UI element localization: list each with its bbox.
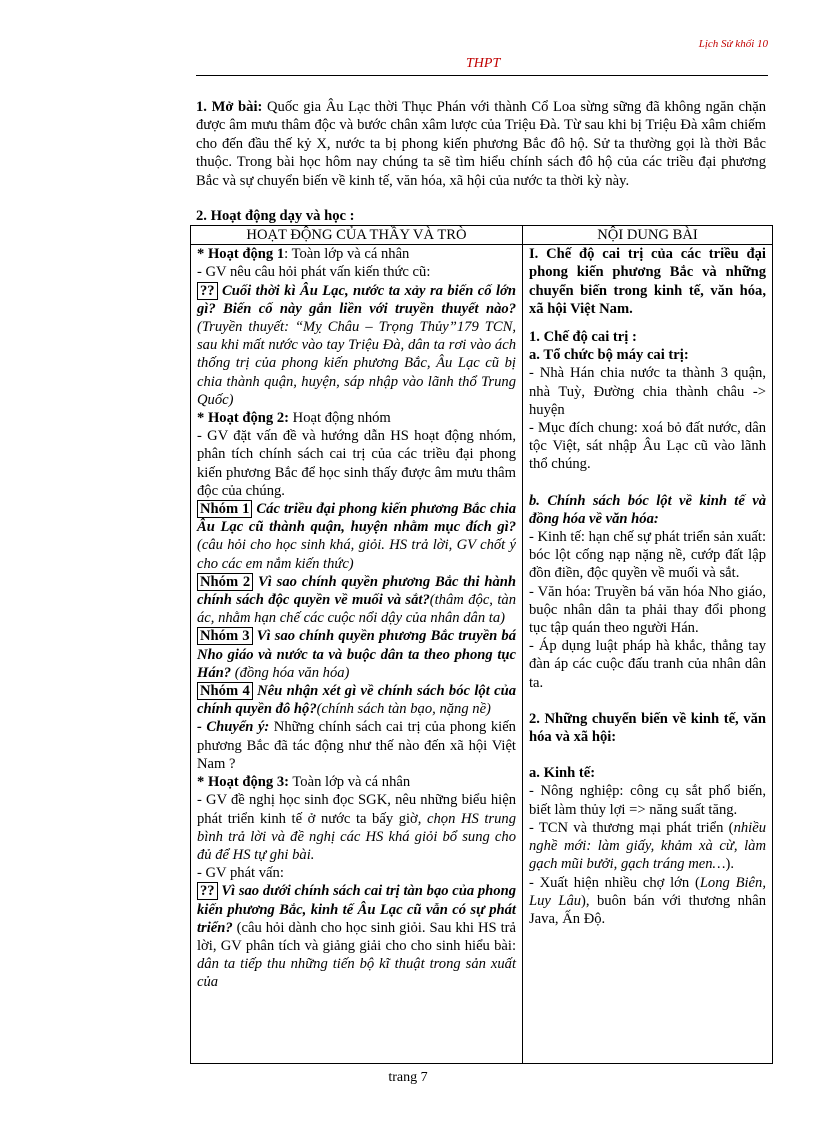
question-2-tail: dân ta tiếp thu những tiến bộ kĩ thuật trong sản xuất của xyxy=(197,956,516,991)
subsection-b-title: b. Chính sách bóc lột về kinh tế và đồng hóa về văn hóa: xyxy=(529,492,766,527)
activity-1-desc: : Toàn lớp và cá nhân xyxy=(284,246,410,263)
gv-economy-task: - GV đề nghị học sinh đọc SGK, nêu những biểu hiện phát triển kinh tế ở nước ta bấy giờ, xyxy=(197,792,516,827)
policy-culture: - Văn hóa: Truyền bá văn hóa Nho giáo, buộc nhân dân ta phải thay đổi phong tục tập quán theo người Hán. xyxy=(529,583,766,637)
question-2: Vì sao dưới chính sách cai trị tàn bạo của phong kiến phương Bắc, kinh tế Âu Lạc cũ vẫn có sự phát triển? xyxy=(197,883,516,936)
group-1-note: (câu hỏi cho học sinh khá, giỏi. HS trả lời, GV chốt ý cho các em nắm kiến thức) xyxy=(197,537,516,572)
activity-1-title: * Hoạt động 1 xyxy=(197,246,285,263)
activity-3-title: * Hoạt động 3: xyxy=(197,774,290,791)
admin-point-2: - Mục đích chung: xoá bỏ đất nước, dân tộc Việt, sát nhập Âu Lạc cũ vào lãnh thổ chúng. xyxy=(529,420,766,473)
gv-question-intro: - GV nêu câu hỏi phát vấn kiến thức cũ: xyxy=(197,264,431,281)
group-1-label: Nhóm 1 xyxy=(197,500,252,518)
header-school: THPT xyxy=(466,56,501,71)
gv-economy-task-note: chọn HS trung bình trả lời và đề nghị các HS khá giỏi bổ sung cho đủ để HS tự ghi bài. xyxy=(197,810,516,863)
question-1-note: (Truyền thuyết: “Mỵ Châu – Trọng Thủy”179 TCN, sau khi mất nước vào tay Triệu Đà, dân ta rơi vào ách thống trị của phong kiến phương Bắc, Âu Lạc cũ bị chia thành quận, huyện, sáp nhập vào lãnh thổ Trung Quốc) xyxy=(197,319,516,408)
group-3-note: (đồng hóa văn hóa) xyxy=(231,664,350,681)
head-left: HOẠT ĐỘNG CỦA THẦY VÀ TRÒ xyxy=(191,226,523,245)
group-4-question: Nêu nhận xét gì về chính sách bóc lột của chính quyền đô hộ? xyxy=(197,683,516,718)
markets-end: ), buôn bán với thương nhân Java, Ấn Độ. xyxy=(529,892,766,927)
header-divider xyxy=(196,75,768,76)
crafts-end: ). xyxy=(725,856,735,873)
intro-paragraph xyxy=(196,98,766,190)
policy-law: - Áp dụng luật pháp hà khắc, thẳng tay đàn áp các cuộc đấu tranh của nhân dân ta. xyxy=(529,638,766,691)
section-I-title: I. Chế độ cai trị của các triều đại phong kiến phương Bắc và những chuyển biến trong kinh tế, văn hóa, xã hội Việt Nam. xyxy=(529,246,766,317)
group-3-label: Nhóm 3 xyxy=(197,627,253,645)
economy-markets xyxy=(529,874,766,929)
gv-group-task: - GV đặt vấn đề và hướng dẫn HS hoạt động nhóm, phân tích chính sách cai trị của các triều đại phong kiến phương Bắc để học sinh thấy được âm mưu thâm độc của chúng. xyxy=(197,428,516,499)
question-mark-box-2: ?? xyxy=(197,882,218,900)
intro-text: Quốc gia Âu Lạc thời Thục Phán với thành Cổ Loa sừng sững đã không ngăn chặn được âm mưu thâm độc và bước chân xâm lược của Triệu Đà. Từ sau khi bị Triệu Đà xâm chiếm cho đến đầu thế kỷ X, nước ta bị phong kiến phương Bắc đô hộ. Sử ta thường gọi là thời Bắc thuộc. Trong bài học hôm nay chúng ta sẽ tìm hiểu chính sách đô hộ của các triều đại phương Bắc và sự chuyển biến về kinh tế, văn hóa, xã hội của nước ta thời kỳ này. xyxy=(196,99,766,189)
right-column xyxy=(523,245,773,1064)
group-2-label: Nhóm 2 xyxy=(197,573,253,591)
question-2-note: (câu hỏi dành cho học sinh giỏi. Sau khi HS trả lời, GV phân tích và giảng giải cho cho sinh hiểu bài: xyxy=(197,919,516,954)
lesson-table xyxy=(190,225,773,1064)
header-subject: Lịch Sử khối 10 xyxy=(698,38,768,50)
subsection-1-title: 1. Chế độ cai trị : xyxy=(529,329,637,346)
subsection-2-title: 2. Những chuyển biến về kinh tế, văn hóa và xã hội: xyxy=(529,710,766,746)
policy-economy: - Kinh tế: hạn chế sự phát triển sản xuất: bóc lột cống nạp nặng nề, cướp đất lập đồn điền, độc quyền về muối và sắt. xyxy=(529,529,766,582)
gv-ask: - GV phát vấn: xyxy=(197,865,284,882)
head-right: NỘI DUNG BÀI xyxy=(523,226,773,245)
group-3-question: Vì sao chính quyền phương Bắc truyền bá Nho giáo và nước ta và buộc dân ta theo phong tục Hán? xyxy=(197,628,516,681)
group-1-question: Các triều đại phong kiến phương Bắc chia Âu Lạc cũ thành quận, huyện nhằm mục đích gì? xyxy=(197,501,516,536)
group-4-label: Nhóm 4 xyxy=(197,682,253,700)
subsection-a-title: a. Tổ chức bộ máy cai trị: xyxy=(529,347,689,364)
group-4-note: (chính sách tàn bạo, nặng nề) xyxy=(316,701,491,718)
activity-2-title: * Hoạt động 2: xyxy=(197,410,290,427)
page-number: trang 7 xyxy=(388,1070,428,1085)
markets-lead: - Xuất hiện nhiều chợ lớn ( xyxy=(529,874,700,891)
crafts-list: nhiều nghề mới: làm giấy, khảm xà cừ, làm gạch mũi bưởi, gạch tráng men… xyxy=(529,819,766,873)
economy-agriculture: - Nông nghiệp: công cụ sắt phổ biến, biết làm thủy lợi => năng suất tăng. xyxy=(529,783,766,818)
question-1: Cuối thời kì Âu Lạc, nước ta xảy ra biến cố lớn gì? Biến cố này gắn liền với truyền thuyết nào? xyxy=(197,282,516,317)
admin-point-1: - Nhà Hán chia nước ta thành 3 quận, nhà Tuỳ, Đường chia thành châu -> huyện xyxy=(529,365,766,418)
markets-names: Long Biên, Luy Lâu xyxy=(529,874,766,909)
activity-3-desc: Toàn lớp và cá nhân xyxy=(289,774,411,791)
group-2-note: (thâm độc, tàn ác, nhằm hạn chế các cuộc nổi dậy của nhân dân ta) xyxy=(197,592,517,627)
transition-text: Những chính sách cai trị của phong kiến phương Bắc đã tác động như thế nào đến xã hội Việt Nam ? xyxy=(197,719,516,772)
group-2-question: Vì sao chính quyền phương Bắc thi hành chính sách độc quyền về muối và sắt? xyxy=(197,573,516,609)
question-mark-box: ?? xyxy=(197,282,218,300)
section-2-title: 2. Hoạt động dạy và học : xyxy=(196,208,355,224)
activity-2-desc: Hoạt động nhóm xyxy=(289,410,391,427)
transition-label: - Chuyển ý: xyxy=(197,719,270,736)
economy-title: a. Kinh tế: xyxy=(529,765,596,782)
intro-label: 1. Mở bài: xyxy=(196,99,263,115)
economy-crafts xyxy=(529,819,766,874)
crafts-lead: - TCN và thương mại phát triển ( xyxy=(529,819,734,836)
left-column xyxy=(191,245,523,1064)
